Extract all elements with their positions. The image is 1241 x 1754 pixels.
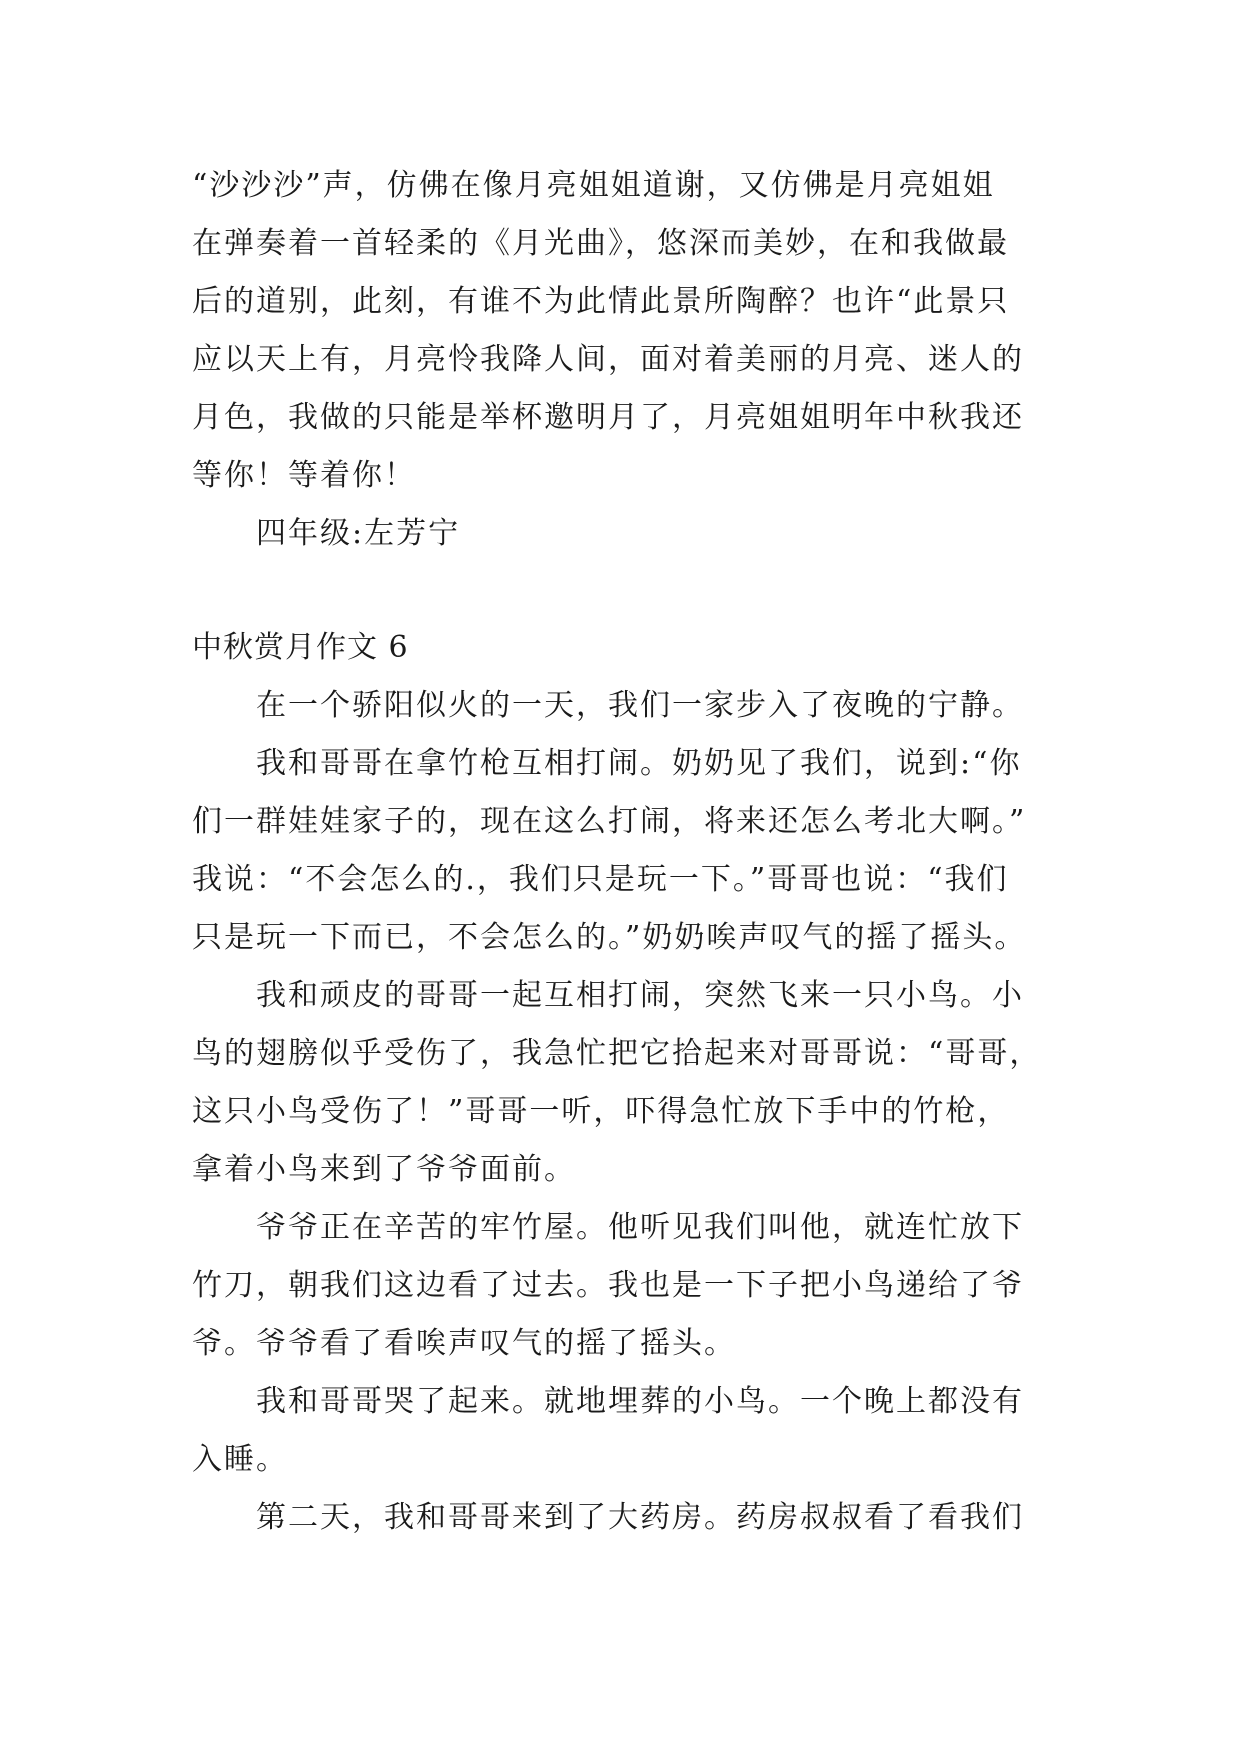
text-line: 爷。爷爷看了看唉声叹气的摇了摇头。 bbox=[192, 1326, 736, 1361]
text-line: 在弹奏着一首轻柔的《月光曲》，悠深而美妙，在和我做最 bbox=[192, 226, 1009, 261]
text-line: 拿着小鸟来到了爷爷面前。 bbox=[192, 1152, 576, 1187]
text-line: 应以天上有，月亮怜我降人间，面对着美丽的月亮、迷人的 bbox=[192, 342, 1024, 377]
text-line: 只是玩一下而已，不会怎么的。”奶奶唉声叹气的摇了摇头。 bbox=[192, 920, 1027, 955]
text-line: 这只小鸟受伤了！”哥哥一听，吓得急忙放下手中的竹枪， bbox=[192, 1094, 1010, 1129]
section-title: 中秋赏月作文 6 bbox=[192, 630, 409, 665]
text-line: 我和哥哥哭了起来。就地埋葬的小鸟。一个晚上都没有 bbox=[256, 1384, 1024, 1419]
text-line: 等你！等着你！ bbox=[192, 458, 416, 493]
text-line: 我和哥哥在拿竹枪互相打闹。奶奶见了我们，说到:“你 bbox=[256, 746, 1022, 781]
text-line: 爷爷正在辛苦的牢竹屋。他听见我们叫他，就连忙放下 bbox=[256, 1210, 1024, 1245]
text-line: 月色，我做的只能是举杯邀明月了，月亮姐姐明年中秋我还 bbox=[192, 400, 1024, 435]
text-line: 第二天，我和哥哥来到了大药房。药房叔叔看了看我们 bbox=[256, 1500, 1024, 1535]
author-line: 四年级:左芳宁 bbox=[256, 516, 461, 551]
text-line: 我和顽皮的哥哥一起互相打闹，突然飞来一只小鸟。小 bbox=[256, 978, 1024, 1013]
text-line: 们一群娃娃家子的，现在这么打闹，将来还怎么考北大啊。” bbox=[192, 804, 1027, 839]
text-line: “沙沙沙”声，仿佛在像月亮姐姐道谢，又仿佛是月亮姐姐 bbox=[192, 168, 995, 203]
text-line: 入睡。 bbox=[192, 1442, 288, 1477]
text-line: 在一个骄阳似火的一天，我们一家步入了夜晚的宁静。 bbox=[256, 688, 1024, 723]
text-line: 竹刀，朝我们这边看了过去。我也是一下子把小鸟递给了爷 bbox=[192, 1268, 1024, 1303]
text-line: 后的道别，此刻，有谁不为此情此景所陶醉？也许“此景只 bbox=[192, 284, 1010, 319]
text-line: 我说：“不会怎么的.，我们只是玩一下。”哥哥也说：“我们 bbox=[192, 862, 1009, 897]
text-line: 鸟的翅膀似乎受伤了，我急忙把它拾起来对哥哥说：“哥哥， bbox=[192, 1036, 1042, 1071]
